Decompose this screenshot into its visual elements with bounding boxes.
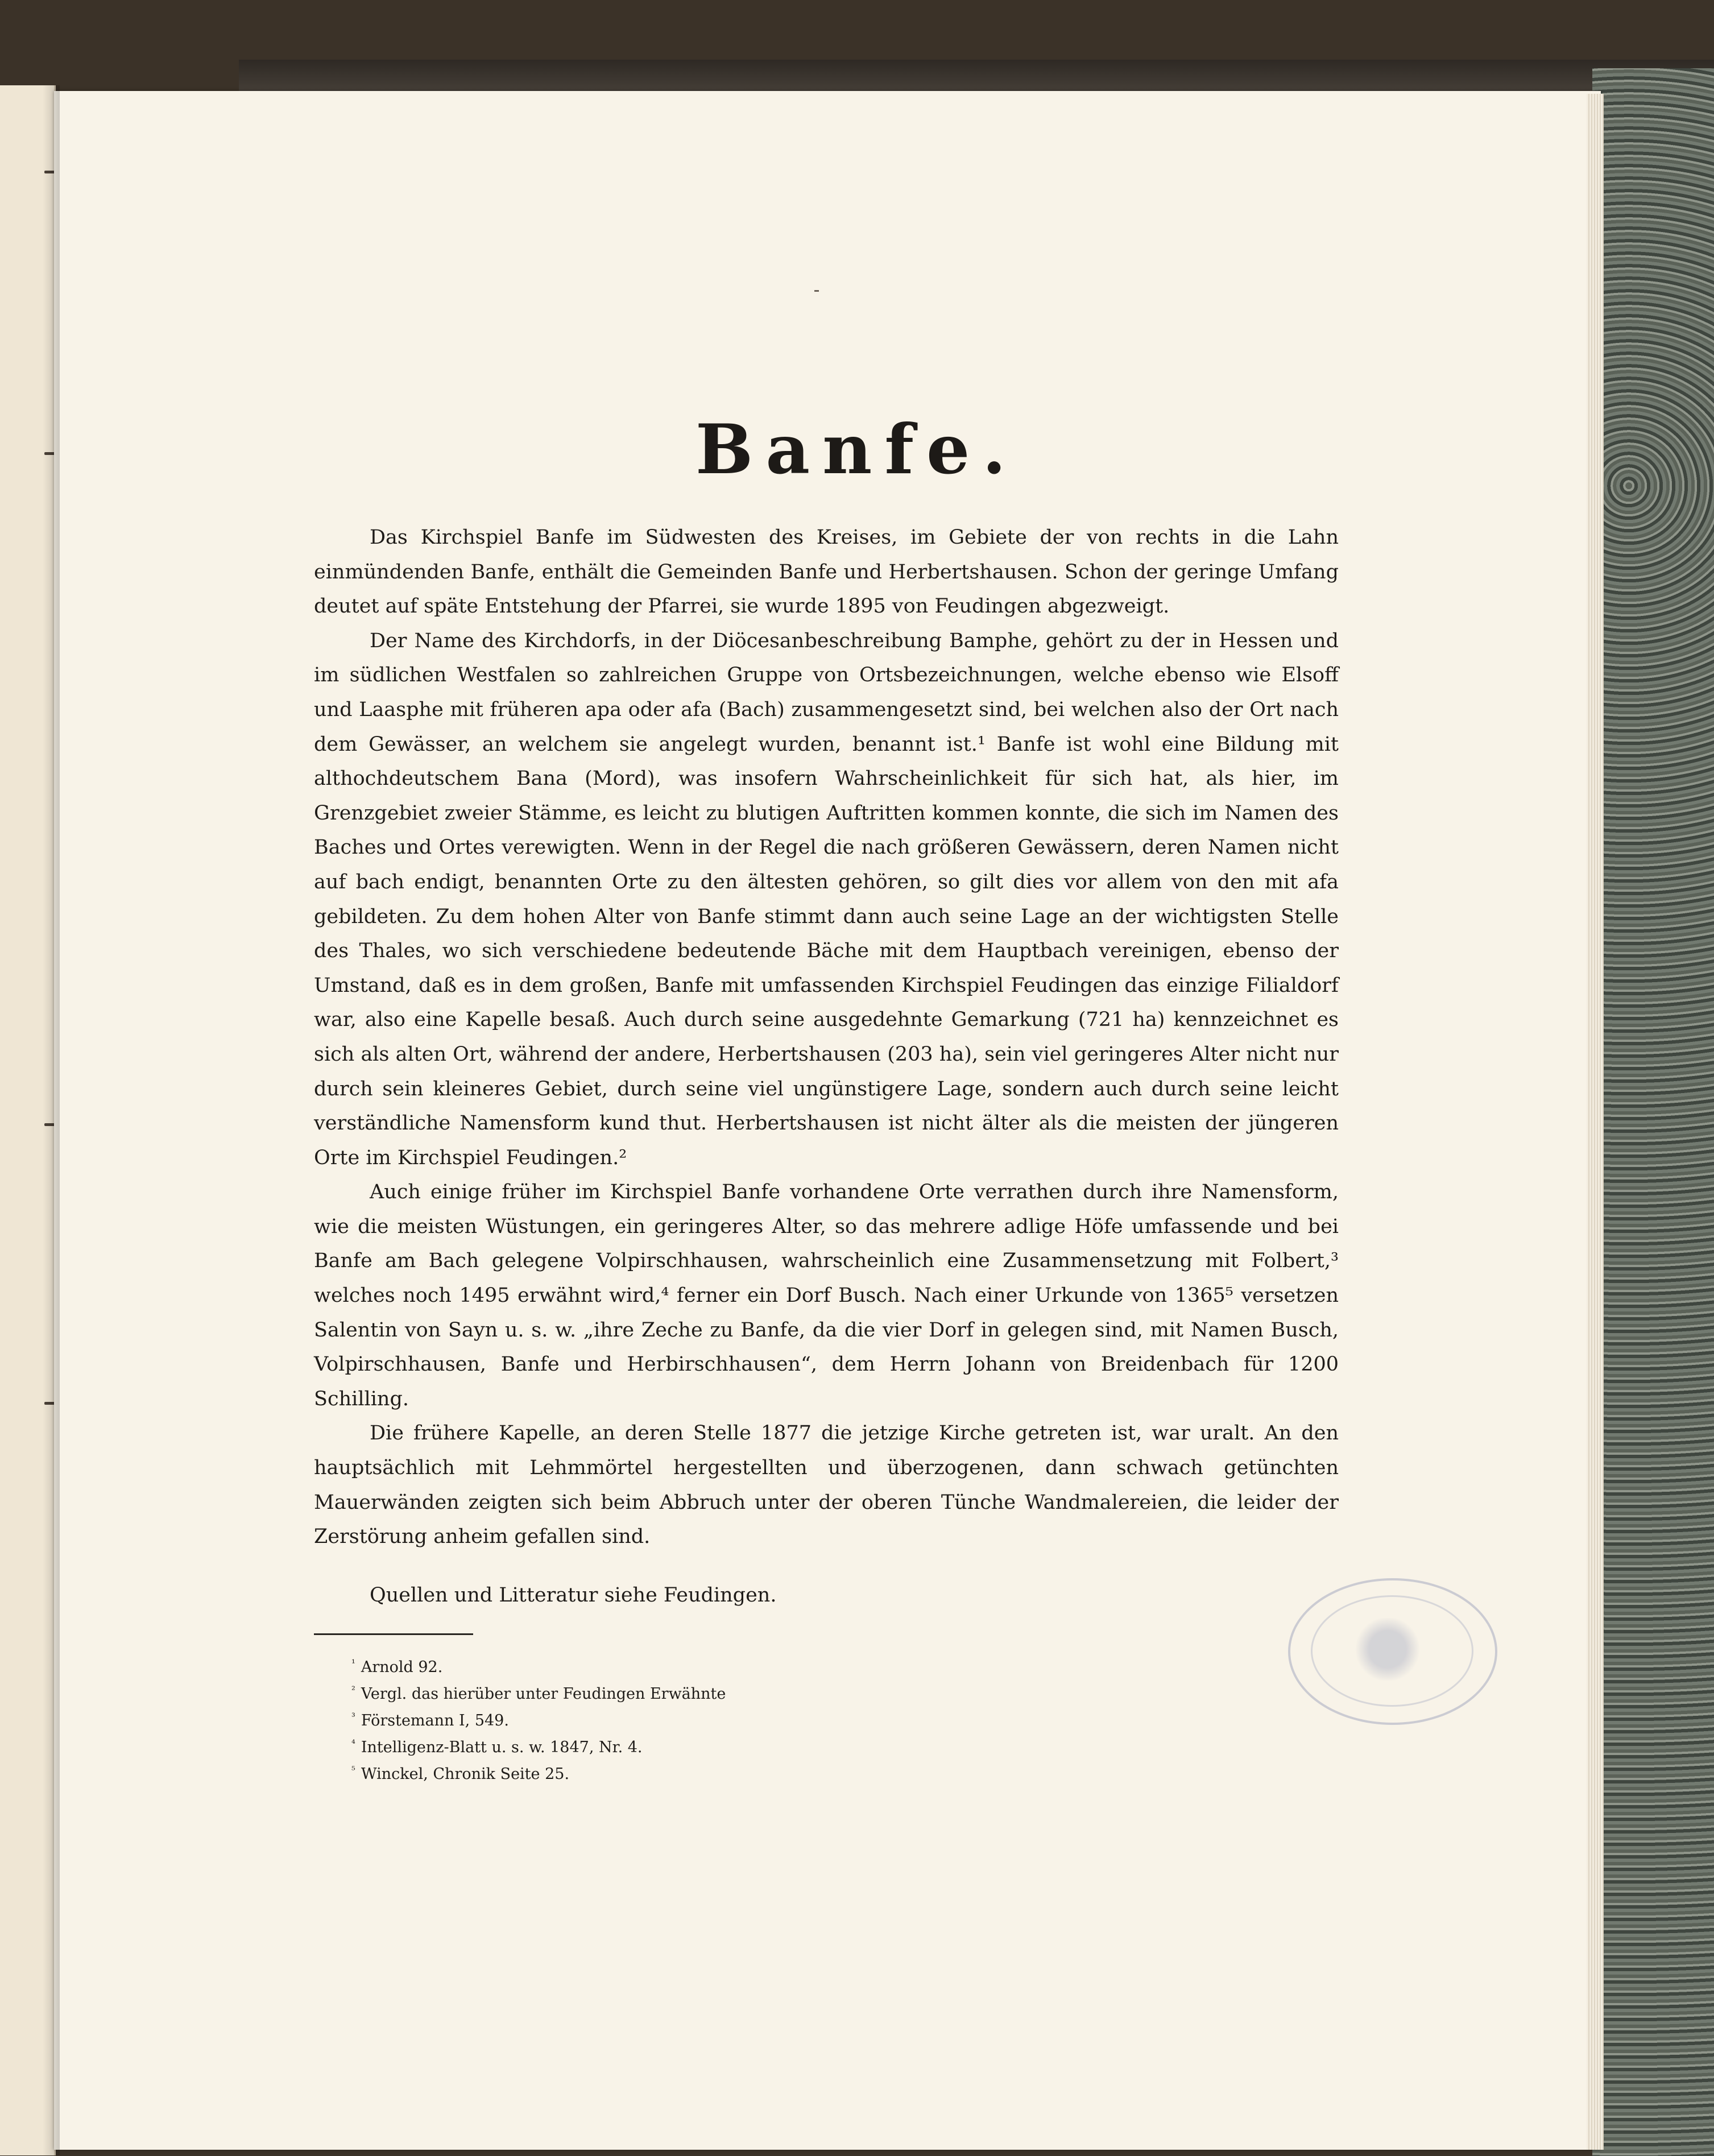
footnotes [351,1652,1204,1786]
page-block-edge [1587,94,1604,2150]
footnote-mark: ⁵ [351,1765,355,1776]
sources-line: Quellen und Litteratur siehe Feudingen. [370,1584,777,1607]
footnote-mark: ¹ [351,1658,355,1669]
footnote [351,1732,1204,1759]
footnote-text: Arnold 92. [361,1658,443,1676]
stamp-eagle-icon [1353,1618,1422,1681]
footnote-text: Winckel, Chronik Seite 25. [361,1765,570,1783]
paragraph: Das Kirchspiel Banfe im Südwesten des Kreises, im Gebiete der von rechts in die Lahn einmündenden Banfe, enthält die Gemeinden Banfe und Herbertshausen. Schon der geringe Umfang deutet auf späte Entstehung der Pfarrei, sie wurde 1895 von Feudingen abgezweigt. [314,526,1339,618]
footnote-text: Vergl. das hierüber unter Feudingen Erwähnte [361,1685,726,1703]
footnote-mark: ² [351,1685,355,1696]
footnote-text: Intelligenz-Blatt u. s. w. 1847, Nr. 4. [361,1739,643,1756]
footnote [351,1759,1204,1786]
footnote-text: Förstemann I, 549. [361,1712,509,1729]
footnote-mark: ³ [351,1711,355,1723]
footnote-mark: ⁴ [351,1738,355,1749]
marbled-cover-edge [1592,68,1714,2156]
footnote [351,1679,1204,1706]
paragraph: Der Name des Kirchdorfs, in der Diöcesanbeschreibung Bamphe, gehört zu der in Hessen und im südlichen Westfalen so zahlreichen Gruppe von Ortsbezeichnungen, welche ebenso wie Elsoff und Laasphe mit früheren apa oder afa (Bach) zusammengesetzt sind, bei welchen also der Ort nach dem Gewässer, an welchem sie angelegt wurden, benannt ist.¹ Banfe ist wohl eine Bildung mit althochdeutschem Bana (Mord), was insofern Wahrscheinlichkeit für sich hat, als hier, im Grenzgebiet zweier Stämme, es leicht zu blutigen Auftritten kommen konnte, die sich im Namen des Baches und Ortes verewigten. Wenn in der Regel die nach größeren Gewässern, deren Namen nicht auf bach endigt, benannten Orte zu den ältesten gehören, so gilt dies vor allem von den mit afa gebildeten. Zu dem hohen Alter von Banfe stimmt dann auch seine Lage an der wichtigsten Stelle des Thales, wo sich verschiedene bedeutende Bäche mit dem Hauptbach vereinigen, ebenso der Umstand, daß es in dem großen, Banfe mit umfassenden Kirchspiel Feudingen das einzige Filialdorf war, also eine Kapelle besaß. Auch durch seine ausgedehnte Gemarkung (721 ha) kennzeichnet es sich als alten Ort, während der andere, Herbertshausen (203 ha), sein viel geringeres Alter nicht nur durch sein kleineres Gebiet, durch seine viel ungünstigere Lage, sondern auch durch seine leicht verständliche Namensform kund thut. Herbertshausen ist nicht älter als die meisten der jüngeren Orte im Kirchspiel Feudingen.² [314,629,1339,1169]
body-text [314,520,1339,1554]
footnote [351,1652,1204,1679]
paragraph: Die frühere Kapelle, an deren Stelle 1877 die jetzige Kirche getreten ist, war uralt. An den hauptsächlich mit Lehmmörtel hergestellten und überzogenen, dann schwach getünchten Mauerwänden zeigten sich beim Abbruch unter der oberen Tünche Wandmalereien, die leider der Zerstörung anheim gefallen sind. [314,1422,1339,1549]
footnote [351,1706,1204,1732]
paper-speck [814,290,819,292]
footnote-rule [314,1633,473,1635]
gutter-shadow [43,85,60,2155]
page-title: Banfe. [695,409,1019,490]
paragraph: Auch einige früher im Kirchspiel Banfe vorhandene Orte verrathen durch ihre Namensform, wie die meisten Wüstungen, ein geringeres Alter, so das mehrere adlige Höfe umfassende und bei Banfe am Bach gelegene Volpirschhausen, wahrscheinlich eine Zusammensetzung mit Folbert,³ welches noch 1495 erwähnt wird,⁴ ferner ein Dorf Busch. Nach einer Urkunde von 1365⁵ versetzen Salentin von Sayn u. s. w. „ihre Zeche zu Banfe, da die vier Dorf in gelegen sind, mit Namen Busch, Volpirschhausen, Banfe und Herbirschhausen“, dem Herrn Johann von Breidenbach für 1200 Schilling. [314,1181,1339,1410]
